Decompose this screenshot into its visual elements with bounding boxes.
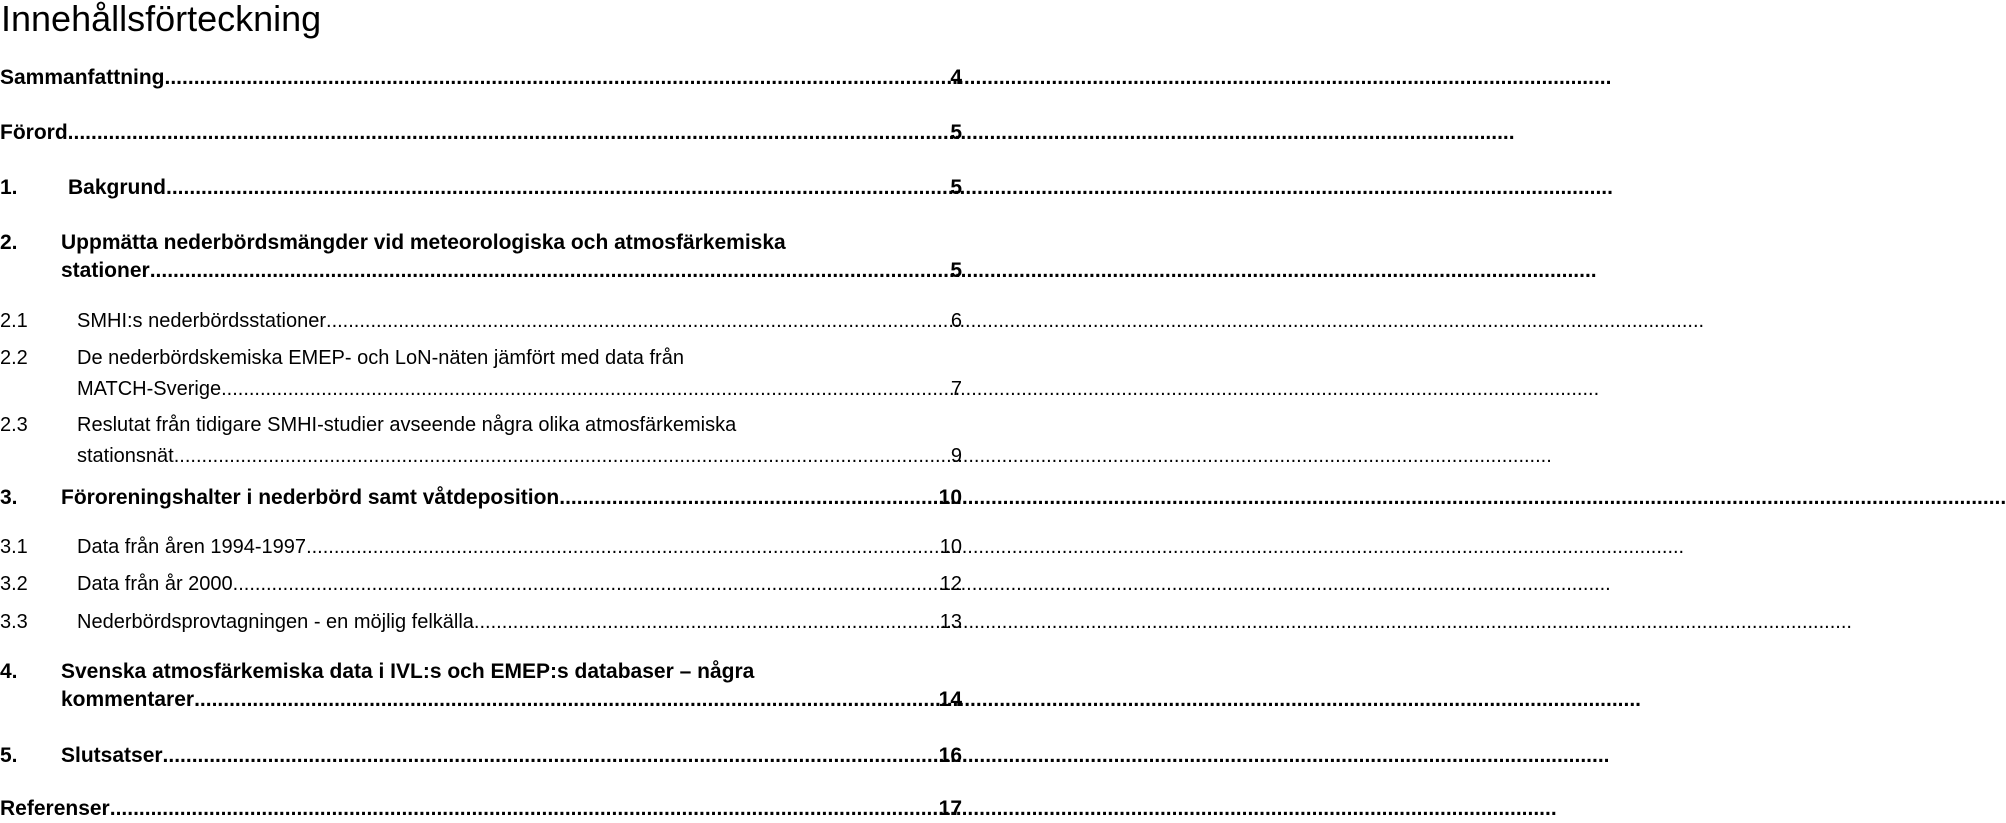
toc-entry-number: 5. [0, 744, 18, 767]
page-title: Innehållsförteckning [1, 0, 322, 39]
toc-entry-number: 2. [0, 231, 18, 254]
toc-page-number: 16 [938, 744, 962, 767]
toc-page-number: 14 [938, 688, 962, 711]
toc-leader [163, 742, 938, 770]
toc-entry-label: Föroreningshalter i nederbörd samt våtdeposition [61, 486, 560, 509]
toc-entry-number: 1. [0, 176, 18, 199]
toc-entry-number: 2.3 [0, 414, 28, 436]
toc-page-number: 10 [938, 486, 962, 509]
toc-leader [326, 307, 950, 335]
toc-entry-number: 3.2 [0, 573, 28, 595]
toc-page-number: 5 [950, 259, 962, 282]
toc-entry-number: 4. [0, 660, 18, 683]
toc-entry-label: Data från åren 1994-1997 [77, 536, 307, 558]
toc-entry-label: MATCH-Sverige [77, 378, 222, 400]
toc-entry-3-3[interactable] [0, 608, 962, 636]
toc-page-number: 12 [939, 573, 962, 595]
toc-entry-label: stationer [61, 259, 150, 282]
toc-entry-label: Slutsatser [61, 744, 163, 767]
toc-page-number: 7 [950, 378, 962, 400]
toc-entry-label: Förord [0, 121, 68, 144]
toc-leader [474, 608, 939, 636]
toc-entry-referenser[interactable] [0, 795, 962, 823]
toc-entry-label-line1: De nederbördskemiska EMEP- och LoN-näten jämfört med data från [77, 347, 684, 369]
toc-entry-label: Referenser [0, 797, 110, 820]
toc-entry-1[interactable] [0, 174, 962, 202]
toc-entry-3-1[interactable] [0, 533, 962, 561]
toc-entry-2-1[interactable] [0, 307, 962, 335]
toc-leader [110, 795, 938, 823]
toc-entry-2-2[interactable] [0, 344, 962, 403]
toc-entry-label-line1: Uppmätta nederbördsmängder vid meteorologiska och atmosfärkemiska [61, 231, 786, 254]
toc-entry-label-line1: Reslutat från tidigare SMHI-studier avseende några olika atmosfärkemiska [77, 414, 737, 436]
toc-leader [150, 257, 950, 285]
toc-leader [166, 174, 949, 202]
toc-page-number: 5 [950, 121, 962, 144]
toc-page-number: 17 [938, 797, 962, 820]
toc-leader [306, 533, 939, 561]
toc-page-number: 4 [950, 66, 962, 89]
toc-entry-3[interactable] [0, 484, 962, 512]
toc-entry-3-2[interactable] [0, 570, 962, 598]
toc-entry-sammanfattning[interactable] [0, 64, 962, 92]
toc-entry-label: Data från år 2000 [77, 573, 233, 595]
toc-entry-number: 3. [0, 486, 18, 509]
toc-page-number: 10 [939, 536, 962, 558]
toc-leader [194, 686, 938, 714]
toc-leader [68, 119, 950, 147]
toc-leader [165, 64, 950, 92]
toc-leader [174, 442, 950, 470]
toc-entry-label: stationsnät [77, 445, 174, 467]
toc-entry-number: 3.1 [0, 536, 28, 558]
toc-leader [233, 570, 939, 598]
toc-entry-label: Bakgrund [68, 176, 167, 199]
toc-entry-label: Nederbördsprovtagningen - en möjlig felkälla [77, 611, 474, 633]
toc-entry-2[interactable] [0, 229, 962, 285]
toc-entry-label: Sammanfattning [0, 66, 165, 89]
toc-entry-2-3[interactable] [0, 411, 962, 470]
toc-entry-forord[interactable] [0, 119, 962, 147]
toc-entry-label-line1: Svenska atmosfärkemiska data i IVL:s och EMEP:s databaser – några [61, 660, 755, 683]
toc-leader [559, 484, 937, 512]
toc-entry-number: 2.1 [0, 310, 28, 332]
toc-entry-label: kommentarer [61, 688, 195, 711]
toc-page-number: 13 [939, 611, 962, 633]
toc-page-number: 6 [950, 310, 962, 332]
toc-entry-4[interactable] [0, 658, 962, 714]
toc-entry-5[interactable] [0, 742, 962, 770]
toc-entry-number: 2.2 [0, 347, 28, 369]
toc-entry-number: 3.3 [0, 611, 28, 633]
toc-leader [221, 375, 950, 403]
toc-page-number: 5 [950, 176, 962, 199]
toc-page-number: 9 [950, 445, 962, 467]
toc-entry-label: SMHI:s nederbördsstationer [77, 310, 327, 332]
